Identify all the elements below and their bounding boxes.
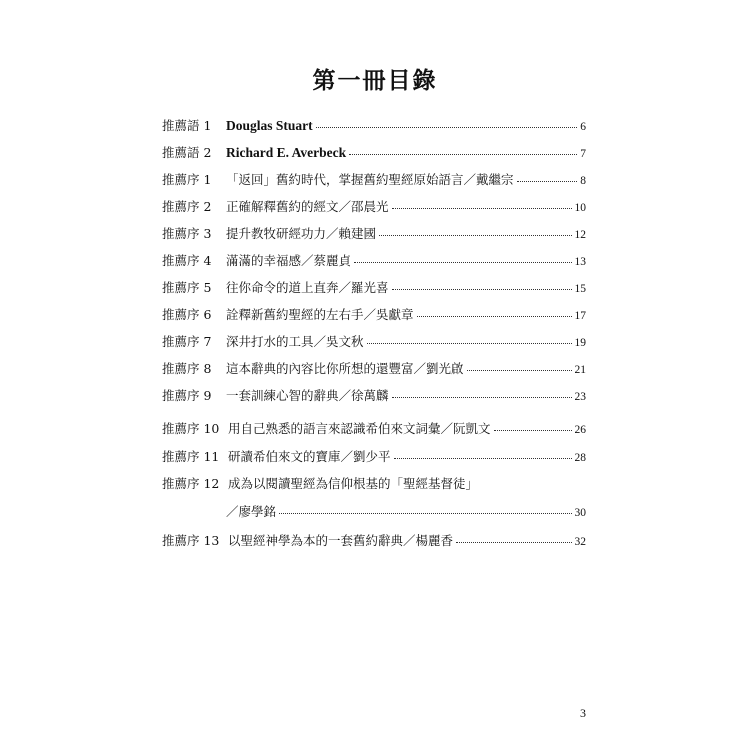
page-number: 3 [580,706,586,720]
toc-entry [162,476,586,492]
entry-label: 推薦序 9 [162,388,212,403]
toc-entry [162,226,586,243]
entry-title: 用自己熟悉的語言來認識希伯來文詞彙／阮凱文 [228,421,491,436]
entry-title: 正確解釋舊約的經文／邵晨光 [226,199,389,214]
entry-label: 推薦序 4 [162,253,212,268]
entry-title: 詮釋新舊約聖經的左右手／吳獻章 [226,307,414,322]
dot-leader [354,261,571,263]
entry-label: 推薦序 3 [162,226,212,241]
entry-label: 推薦序 5 [162,280,212,295]
entry-page: 21 [574,364,586,376]
entry-label: 推薦序 7 [162,334,212,349]
entry-page: 8 [580,175,586,187]
toc-entry [162,421,586,438]
entry-label: 推薦語 1 [162,118,212,133]
entry-label: 推薦序 8 [162,361,212,376]
dot-leader [456,541,571,543]
toc-entry [162,172,586,189]
entry-label: 推薦序 6 [162,307,212,322]
entry-title: 成為以閱讀聖經為信仰根基的「聖經基督徒」 [228,476,479,491]
toc-entry [162,199,586,216]
entry-label: 推薦序 13 [162,533,220,548]
dot-leader [392,288,572,290]
entry-label: 推薦序 12 [162,476,220,491]
toc-entry [162,280,586,297]
entry-page: 28 [574,452,586,464]
entry-page: 23 [574,391,586,403]
entry-title: 一套訓練心智的辭典／徐萬麟 [226,388,389,403]
entry-page: 15 [574,283,586,295]
dot-leader [392,207,572,209]
entry-title: 這本辭典的內容比你所想的還豐富／劉光啟 [226,361,464,376]
entry-page: 12 [574,229,586,241]
dot-leader [392,396,572,398]
toc-entry [162,118,586,135]
toc-entry [162,307,586,324]
toc-entry [162,145,586,162]
toc-entry [162,533,586,550]
entry-page: 17 [574,310,586,322]
entry-label: 推薦序 1 [162,172,212,187]
dot-leader [316,126,578,128]
entry-title: 研讀希伯來文的寶庫／劉少平 [228,449,391,464]
entry-title: 往你命令的道上直奔／羅光喜 [226,280,389,295]
toc-entry [162,388,586,405]
entry-page: 19 [574,337,586,349]
toc-entry-continuation [226,504,586,521]
dot-leader [417,315,572,317]
dot-leader [494,429,572,431]
entry-page: 32 [574,536,586,548]
entry-page: 6 [580,121,586,133]
entry-page: 10 [574,202,586,214]
entry-page: 30 [574,507,586,519]
entry-author: ／廖學銘 [226,504,277,519]
dot-leader [367,342,572,344]
dot-leader [279,512,571,514]
entry-title: 「返回」舊約時代，掌握舊約聖經原始語言／戴繼宗 [226,172,514,187]
entry-title: 滿滿的幸福感／蔡麗貞 [226,253,352,268]
entry-title: Richard E. Averbeck [226,145,347,160]
dot-leader [467,369,572,371]
entry-label: 推薦序 10 [162,421,220,436]
entry-page: 7 [580,148,586,160]
entry-title: 提升教牧研經功力／賴建國 [226,226,377,241]
toc-entry [162,253,586,270]
entry-label: 推薦序 11 [162,449,220,464]
entry-title: Douglas Stuart [226,118,313,133]
dot-leader [517,180,578,182]
toc-entry [162,361,586,378]
page-title: 第一冊目錄 [312,67,438,94]
toc-entry [162,449,586,466]
entry-page: 13 [574,256,586,268]
entry-page: 26 [574,424,586,436]
entry-title: 以聖經神學為本的一套舊約辭典／楊麗香 [228,533,454,548]
dot-leader [349,153,577,155]
toc-entry [162,334,586,351]
dot-leader [379,234,571,236]
entry-label: 推薦語 2 [162,145,212,160]
dot-leader [394,457,572,459]
entry-title: 深井打水的工具／吳文秋 [226,334,364,349]
entry-label: 推薦序 2 [162,199,212,214]
